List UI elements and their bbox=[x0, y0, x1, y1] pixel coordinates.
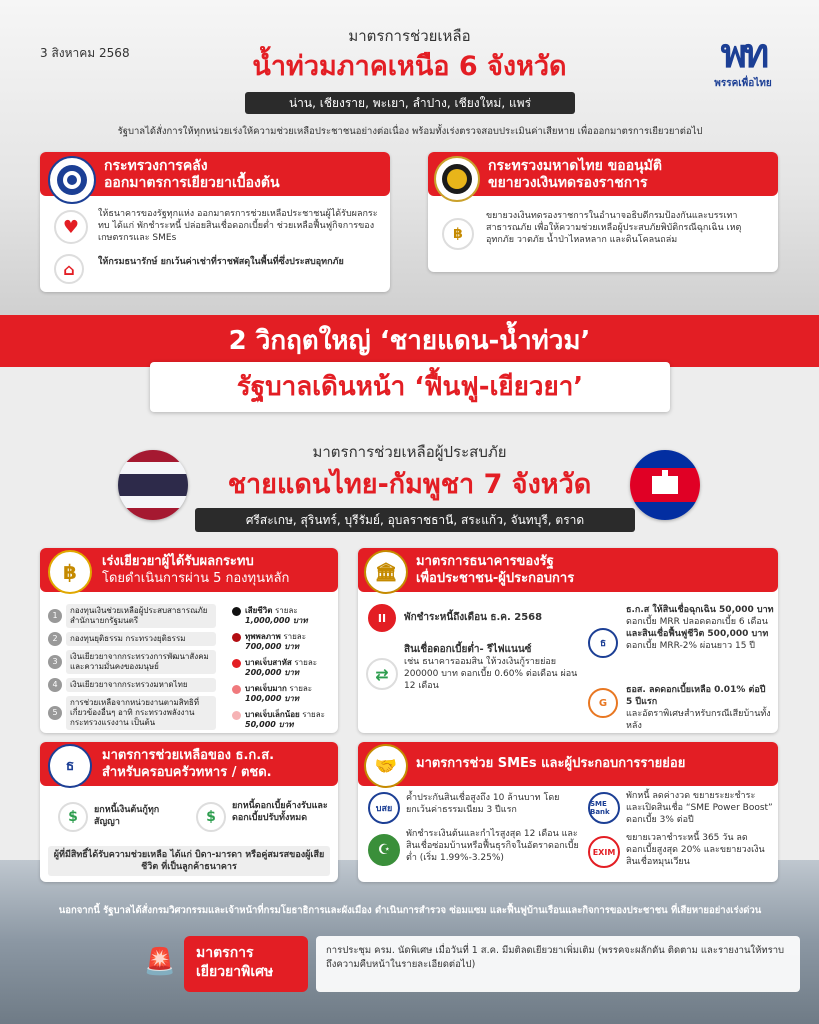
finance-panel bbox=[40, 152, 390, 292]
compensation-dot bbox=[232, 685, 241, 694]
exim-logo-icon: EXIM bbox=[588, 836, 620, 868]
ghb-title: ธอส. ลดดอกเบี้ยเหลือ 0.01% ต่อปี 5 ปีแรก bbox=[626, 685, 766, 707]
compensation-rate: รายละ bbox=[302, 710, 325, 719]
baac-logo-icon: ธ bbox=[588, 628, 618, 658]
cash-icon: $ bbox=[196, 802, 226, 832]
finance-title2: ออกมาตรการเยียวยาเบื้องต้น bbox=[104, 175, 280, 191]
fund-number: 2 bbox=[48, 632, 62, 646]
header-title: น้ำท่วมภาคเหนือ 6 จังหวัด bbox=[252, 51, 567, 82]
special-measure-block bbox=[140, 936, 800, 992]
baac-family-item1: ยกหนี้เงินต้นกู้ทุกสัญญา bbox=[94, 805, 160, 827]
baac-loan2-title: และสินเชื่อฟื้นฟูชีวิต 500,000 บาท bbox=[626, 629, 769, 639]
bank-item2-text: เช่น ธนาคารออมสิน ให้วงเงินกู้รายย่อย 200000 บาท ดอกเบี้ย 0.60% ต่อเดือน ผ่อน 12 เดือน bbox=[404, 657, 578, 691]
fund-number: 1 bbox=[48, 609, 62, 623]
border-title: ชายแดนไทย-กัมพูชา 7 จังหวัด bbox=[227, 469, 592, 500]
finance-item2: ให้กรมธนารักษ์ ยกเว้นค่าเช่าที่ราชพัสดุในพื้นที่ซึ่งประสบอุทกภัย bbox=[98, 257, 344, 267]
fund-number: 5 bbox=[48, 706, 62, 720]
baac-logo-icon: ธ bbox=[48, 744, 92, 788]
handshake-icon: 🤝 bbox=[364, 744, 408, 788]
thai-flag-icon bbox=[118, 450, 188, 520]
compensation-rate: รายละ bbox=[294, 658, 318, 667]
compensation-item bbox=[232, 632, 332, 652]
cambodia-flag-icon bbox=[630, 450, 700, 520]
compensation-item bbox=[232, 710, 332, 730]
header-subtitle: มาตรการช่วยเหลือ bbox=[348, 27, 471, 45]
relief-title1: เร่งเยียวยาผู้ได้รับผลกระทบ bbox=[102, 554, 254, 569]
baac-family-title2: สำหรับครอบครัวทหาร / ตชด. bbox=[102, 765, 272, 780]
compensation-item bbox=[232, 606, 332, 626]
bank-header bbox=[358, 548, 778, 592]
finance-ministry-icon bbox=[48, 156, 96, 204]
heart-hands-icon: ♥ bbox=[54, 210, 88, 244]
ghb-block bbox=[626, 684, 774, 732]
bank-building-icon: 🏛 bbox=[364, 550, 408, 594]
fund-text: เงินเยียวยาจากกระทรวงมหาดไทย bbox=[66, 678, 216, 692]
north-provinces: น่าน, เชียงราย, พะเยา, ลำปาง, เชียงใหม่, แพร่ bbox=[245, 92, 575, 114]
compensation-label: บาดเจ็บเล็กน้อย bbox=[245, 710, 300, 719]
compensation-dot bbox=[232, 659, 241, 668]
baac-family-title1: มาตรการช่วยเหลือของ ธ.ก.ส. bbox=[102, 748, 275, 763]
interior-item1: ขยายวงเงินทดรองราชการในอำนาจอธิบดีกรมป้องกันและบรรเทาสาธารณภัย เพื่อให้ความช่วยเหลือผู้ประสบภัยพิบัติกรณีฉุกเฉิน เหตุอุทกภัย วาตภัย น้ำป่าไหลหลาก และดินโคลนถล่ม bbox=[486, 211, 742, 245]
baac-loan2-text: ดอกเบี้ย MRR-2% ผ่อนยาว 15 ปี bbox=[626, 641, 756, 651]
baac-loan1-text: ดอกเบี้ย MRR ปลอดดอกเบี้ย 6 เดือน bbox=[626, 617, 768, 627]
interior-header bbox=[428, 152, 778, 196]
sme-exim-text: ขยายเวลาชำระหนี้ 365 วัน ลดดอกเบี้ยสูงสุด 20% และขยายวงเงินสินเชื่อหมุนเวียน bbox=[626, 833, 765, 867]
relief-title2: โดยดำเนินการผ่าน 5 กองทุนหลัก bbox=[102, 571, 290, 586]
main-banner-line1: 2 วิกฤตใหญ่ ‘ชายแดน-น้ำท่วม’ bbox=[0, 315, 819, 367]
interior-ministry-icon bbox=[434, 156, 480, 202]
fund-number: 4 bbox=[48, 678, 62, 692]
compensation-amount: 200,000 บาท bbox=[245, 668, 300, 677]
compensation-dot bbox=[232, 607, 241, 616]
interior-panel bbox=[428, 152, 778, 272]
special-text-box bbox=[316, 936, 800, 992]
house-icon: ⌂ bbox=[54, 254, 84, 284]
special-title2: เยียวยาพิเศษ bbox=[196, 964, 274, 980]
sme-panel bbox=[358, 742, 778, 882]
border-provinces: ศรีสะเกษ, สุรินทร์, บุรีรัมย์, อุบลราชธานี, สระแก้ว, จันทบุรี, ตราด bbox=[195, 508, 635, 532]
sme-bsy-text: ค้ำประกันสินเชื่อสูงถึง 10 ล้านบาท โดยยกเว้นค่าธรรมเนียม 3 ปีแรก bbox=[406, 793, 560, 815]
baac-loan1-title: ธ.ก.ส ให้สินเชื่อฉุกเฉิน 50,000 บาท bbox=[626, 605, 774, 615]
baac-family-panel bbox=[40, 742, 338, 882]
relief-panel bbox=[40, 548, 338, 733]
fund-item bbox=[48, 678, 224, 692]
baac-family-note: ผู้ที่มีสิทธิ์ได้รับความช่วยเหลือ ได้แก่ บิดา-มารดา หรือคู่สมรสของผู้เสียชีวิต ที่เป็นลูกค้าธนาคาร bbox=[48, 846, 330, 876]
sme-ibank-text: พักชำระเงินต้นและกำไรสูงสุด 12 เดือน และสินเชื่อซ่อมบ้านหรือฟื้นธุรกิจในอัตราดอกเบี้ยต่ำ (เริ่ม 1.99%-3.25%) bbox=[406, 829, 579, 863]
fund-text: การช่วยเหลือจากหน่วยงานตามสิทธิที่เกี่ยวข้องอื่นๆ อาทิ กระทรวงพลังงาน กระทรวงแรงงาน เป็นต้น bbox=[66, 696, 216, 730]
special-text: การประชุม ครม. นัดพิเศษ เมื่อวันที่ 1 ส.ค. มีมติลดเยียวยาเพิ่มเติม (พรรคจะผลักดัน ติดตาม และรายงานให้ทราบถึงความคืบหน้าในรายละเอียดต่อไป) bbox=[326, 945, 785, 970]
cash-icon: $ bbox=[58, 802, 88, 832]
special-title1: มาตรการ bbox=[196, 945, 254, 961]
compensation-rate: รายละ bbox=[289, 684, 313, 693]
logo-mark: พท bbox=[720, 30, 766, 77]
compensation-rate: รายละ bbox=[274, 606, 298, 615]
bank-panel bbox=[358, 548, 778, 733]
baac-family-item2: ยกหนี้ดอกเบี้ยค้างรับและดอกเบี้ยปรับทั้งหมด bbox=[232, 801, 328, 823]
fund-item bbox=[48, 632, 224, 646]
compensation-label: ทุพพลภาพ bbox=[245, 632, 281, 641]
compensation-label: บาดเจ็บมาก bbox=[245, 684, 287, 693]
special-header bbox=[184, 936, 308, 992]
bank-item2-title: สินเชื่อดอกเบี้ยต่ำ- รีไฟแนนซ์ bbox=[404, 644, 532, 655]
main-banner-line2: รัฐบาลเดินหน้า ‘ฟื้นฟู-เยียวยา’ bbox=[150, 362, 670, 412]
bottom-note: นอกจากนี้ รัฐบาลได้สั่งกรมวิศวกรรมและเจ้าหน้าที่กรมโยธาธิการและผังเมือง ดำเนินการสำรวจ ซ่อมแซม และฟื้นฟูบ้านเรือนและกิจการของประชาชน ที่เสียหายอย่างเร่งด่วน bbox=[58, 905, 762, 916]
ibank-logo-icon: ☪ bbox=[368, 834, 400, 866]
compensation-item bbox=[232, 684, 332, 704]
compensation-dot bbox=[232, 633, 241, 642]
compensation-item bbox=[232, 658, 332, 678]
bank-item2-block bbox=[404, 644, 580, 692]
sme-title: มาตรการช่วย SMEs และผู้ประกอบการรายย่อย bbox=[416, 756, 686, 771]
interior-title2: ขยายวงเงินทดรองราชการ bbox=[488, 175, 648, 191]
compensation-list bbox=[232, 606, 332, 736]
fund-list bbox=[48, 604, 224, 734]
bsy-logo-icon: บสย bbox=[368, 792, 400, 824]
intro-text: รัฐบาลได้สั่งการให้ทุกหน่วยเร่งให้ความช่วยเหลือประชาชนอย่างต่อเนื่อง พร้อมทั้งเร่งตรวจสอบประเมินค่าเสียหาย เพื่อออกมาตรการเยียวยาต่อไป bbox=[117, 126, 703, 137]
border-subtitle: มาตรการช่วยเหลือผู้ประสบภัย bbox=[312, 443, 507, 461]
pause-icon: II bbox=[368, 604, 396, 632]
interior-title1: กระทรวงมหาดไทย ขออนุมัติ bbox=[488, 158, 662, 174]
refinance-icon: ⇄ bbox=[366, 658, 398, 690]
sme-bank-logo-icon: SME Bank bbox=[588, 792, 620, 824]
money-bag-icon: ฿ bbox=[48, 550, 92, 594]
finance-title1: กระทรวงการคลัง bbox=[104, 158, 208, 174]
ghb-text: และอัตราพิเศษสำหรับกรณีเสียบ้านทั้งหลัง bbox=[626, 709, 771, 731]
bank-item1: พักชำระหนี้ถึงเดือน ธ.ค. 2568 bbox=[404, 612, 543, 623]
money-bag-icon: ฿ bbox=[442, 218, 474, 250]
fund-item bbox=[48, 696, 224, 730]
fund-number: 3 bbox=[48, 655, 62, 669]
compensation-amount: 50,000 บาท bbox=[245, 720, 294, 729]
compensation-amount: 700,000 บาท bbox=[245, 642, 300, 651]
fund-item bbox=[48, 604, 224, 628]
compensation-label: บาดเจ็บสาหัส bbox=[245, 658, 292, 667]
date: 3 สิงหาคม 2568 bbox=[40, 46, 130, 60]
finance-item1: ให้ธนาคารของรัฐทุกแห่ง ออกมาตรการช่วยเหลือประชาชนผู้ได้รับผลกระทบ ได้แก่ พักชำระหนี้ ปล่อยสินเชื่อดอกเบี้ยต่ำ ช่วยเหลือฟื้นฟูกิจการของเกษตรกรและ SMEs bbox=[98, 209, 378, 243]
baac-loan-block bbox=[626, 604, 774, 652]
sme-header bbox=[358, 742, 778, 786]
compensation-rate: รายละ bbox=[283, 632, 306, 641]
bank-title2: เพื่อประชาชน-ผู้ประกอบการ bbox=[416, 571, 575, 586]
fund-text: กองทุนเงินช่วยเหลือผู้ประสบสาธารณภัย สำนักนายกรัฐมนตรี bbox=[66, 604, 216, 628]
fund-text: กองทุนยุติธรรม กระทรวงยุติธรรม bbox=[66, 632, 216, 646]
bank-title1: มาตรการธนาคารของรัฐ bbox=[416, 554, 554, 569]
compensation-dot bbox=[232, 711, 241, 720]
compensation-label: เสียชีวิต bbox=[245, 606, 273, 615]
special-siren-icon: 🚨 bbox=[143, 947, 177, 977]
compensation-amount: 100,000 บาท bbox=[245, 694, 300, 703]
compensation-amount: 1,000,000 บาท bbox=[245, 616, 308, 625]
fund-text: เงินเยียวยาจากกระทรวงการพัฒนาสังคมและความมั่นคงของมนุษย์ bbox=[66, 650, 216, 674]
ghb-logo-icon: G bbox=[588, 688, 618, 718]
fund-item bbox=[48, 650, 224, 674]
sme-smeb-text: พักหนี้ ลดค่างวด ขยายระยะชำระ และเปิดสินเชื่อ “SME Power Boost” ดอกเบี้ย 3% ต่อปี bbox=[626, 791, 773, 825]
logo-party-name: พรรคเพื่อไทย bbox=[714, 78, 772, 89]
